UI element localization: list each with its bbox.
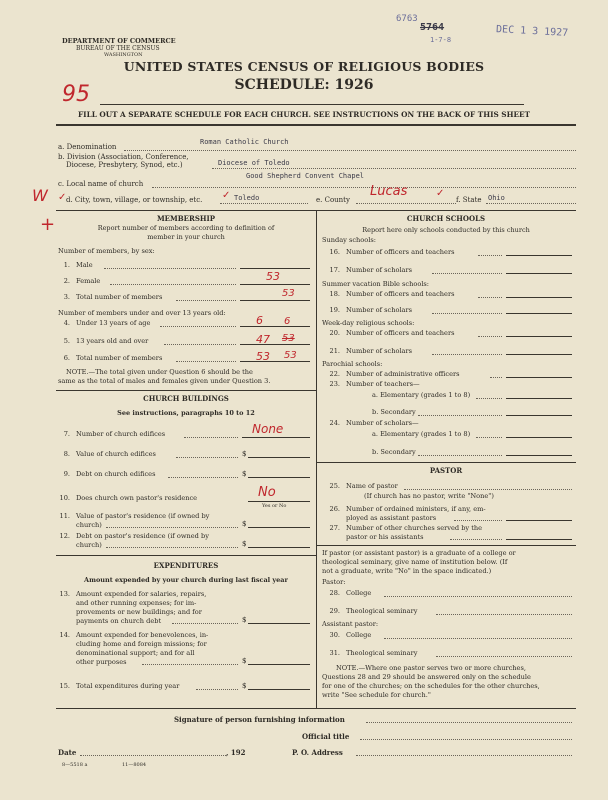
serial-number: 6763 — [396, 14, 418, 24]
q6-value-2: 53 — [284, 350, 297, 361]
local-name-label: c. Local name of church — [58, 180, 144, 188]
pastor-note-4: write "See schedule for church." — [322, 691, 431, 699]
state-label: f. State — [456, 196, 482, 204]
buildings-heading: CHURCH BUILDINGS — [143, 394, 229, 403]
q9-debt-edifices: 9. Debt on church edifices — [63, 470, 156, 478]
city-value: Toledo — [234, 194, 260, 202]
q17-sunday-scholars: 17. Number of scholars — [329, 266, 413, 274]
q11-residence-value: 11. Value of pastor's residence (if owned by — [59, 512, 210, 520]
signature-label: Signature of person furnishing information — [174, 715, 345, 724]
q20-weekday-teachers: 20. Number of officers and teachers — [329, 329, 455, 337]
q24b-secondary: b. Secondary — [372, 448, 416, 456]
expenditures-heading: EXPENDITURES — [153, 561, 219, 570]
buildings-sub: See instructions, paragraphs 10 to 12 — [117, 409, 255, 417]
q7-edifices: 7. Number of church edifices — [63, 430, 166, 438]
q27-other-churches: 27. Number of other churches served by the — [329, 524, 483, 532]
graduate-rule — [316, 545, 576, 546]
summer-label: Summer vacation Bible schools: — [322, 280, 430, 288]
city-label: WASHINGTON — [104, 52, 143, 58]
q14-dollar: $ — [242, 657, 247, 665]
q23-teachers: 23. Number of teachers— — [329, 380, 420, 388]
date-stamp: DEC 1 3 1927 — [495, 24, 569, 39]
date-label: Date — [58, 748, 77, 757]
column-divider — [316, 210, 317, 708]
county-label: e. County — [316, 196, 350, 204]
q15-dollar: $ — [242, 682, 247, 690]
q4-value: 6 — [256, 314, 263, 327]
q5-value: 47 — [256, 333, 270, 346]
graduate-note-3: not a graduate, write "No" in the space indicated.) — [322, 567, 492, 575]
q13-label-4: payments on church debt — [76, 617, 162, 625]
q4-under-13: 4. Under 13 years of age — [63, 319, 151, 327]
county-value: Lucas — [370, 184, 408, 199]
assistant-pastor-label: Assistant pastor: — [322, 620, 379, 628]
pastor-note-3: for one of the churches; on the schedules for the other churches, — [322, 682, 540, 690]
q7-value: None — [252, 422, 284, 436]
membership-sub: Report number of members according to definition of — [97, 224, 275, 232]
membership-heading: MEMBERSHIP — [156, 214, 216, 223]
q23a-elementary: a. Elementary (grades 1 to 8) — [372, 391, 471, 399]
handwritten-check: ✓ — [58, 192, 67, 203]
q13-dollar: $ — [242, 616, 247, 624]
q15-total-expenditures: 15. Total expenditures during year — [59, 682, 180, 690]
graduate-note: If pastor (or assistant pastor) is a graduate of a college or — [322, 549, 516, 557]
q14-label-3: denominational support; and for all — [76, 649, 195, 657]
q28-college: 28. College — [329, 589, 372, 597]
division-value: Diocese of Toledo — [218, 159, 290, 167]
po-address-label: P. O. Address — [292, 748, 343, 757]
q2-value: 53 — [266, 270, 280, 283]
q1-male: 1. Male — [63, 261, 93, 269]
bureau-label: BUREAU OF THE CENSUS — [76, 45, 160, 52]
denomination-label: a. Denomination — [58, 143, 117, 151]
official-title-label: Official title — [302, 732, 350, 741]
form-schedule: SCHEDULE: 1926 — [234, 77, 374, 93]
q4-value-2: 6 — [284, 316, 291, 327]
table-bottom-rule — [56, 708, 576, 709]
q13-running-expenses: 13. Amount expended for salaries, repairs, — [59, 590, 207, 598]
print-number: 11—8084 — [122, 762, 147, 768]
q13-label-2: and other running expenses; for im- — [76, 599, 197, 607]
age-intro-label: Number of members under and over 13 years old: — [58, 309, 226, 317]
q14-benevolences: 14. Amount expended for benevolences, in- — [59, 631, 209, 639]
pastor-top-rule — [316, 462, 576, 463]
instruction-line: FILL OUT A SEPARATE SCHEDULE FOR EACH CHURCH. SEE INSTRUCTIONS ON THE BACK OF THIS SHEET — [77, 110, 531, 119]
q12-residence-debt: 12. Debt on pastor's residence (if owned by — [59, 532, 209, 540]
q30-college: 30. College — [329, 631, 372, 639]
weekday-label: Week-day religious schools: — [322, 319, 415, 327]
q9-dollar: $ — [242, 470, 247, 478]
q10-own-residence: 10. Does church own pastor's residence — [59, 494, 198, 502]
q21-weekday-scholars: 21. Number of scholars — [329, 347, 413, 355]
handwritten-mark: W — [32, 186, 48, 205]
form-number: 8—5518 a — [62, 762, 88, 768]
yes-no-hint: Yes or No — [262, 503, 287, 509]
pastor-label: Pastor: — [322, 578, 346, 586]
q6-total: 6. Total number of members — [63, 354, 163, 362]
q27-label-2: pastor or his assistants — [346, 533, 424, 541]
q5-value-2: 53 — [282, 333, 295, 344]
by-sex-label: Number of members, by sex: — [58, 247, 155, 255]
state-value: Ohio — [488, 194, 505, 202]
q5-13-and-over: 5. 13 years old and over — [63, 337, 149, 345]
q16-sunday-teachers: 16. Number of officers and teachers — [329, 248, 455, 256]
membership-note-2: same as the total of males and females given under Question 3. — [58, 377, 271, 385]
handwritten-check-city: ✓ — [222, 190, 231, 201]
q14-label-2: cluding home and foreign missions; for — [76, 640, 207, 648]
q19-summer-scholars: 19. Number of scholars — [329, 306, 413, 314]
buildings-top-rule — [56, 390, 316, 391]
q29-seminary: 29. Theological seminary — [329, 607, 418, 615]
membership-sub-2: member in your church — [147, 233, 225, 241]
handwritten-plus: + — [40, 214, 56, 235]
q8-value-edifices: 8. Value of church edifices — [63, 450, 156, 458]
struck-serial-number: 5764 — [420, 22, 445, 33]
q14-label-4: other purposes — [76, 658, 127, 666]
instruction-rule — [56, 124, 576, 126]
expenditures-top-rule — [56, 555, 316, 556]
division-label-2: Diocese, Presbytery, Synod, etc.) — [66, 161, 183, 169]
schools-sub: Report here only schools conducted by this church — [362, 226, 530, 234]
q6-value: 53 — [256, 350, 270, 363]
q3-value: 53 — [282, 288, 295, 299]
q8-dollar: $ — [242, 450, 247, 458]
expenditures-sub: Amount expended by your church during last fiscal year — [84, 576, 288, 584]
q11-dollar: $ — [242, 520, 247, 528]
graduate-note-2: theological seminary, give name of institution below. (If — [322, 558, 508, 566]
denomination-value: Roman Catholic Church — [200, 138, 289, 146]
q24a-elementary: a. Elementary (grades 1 to 8) — [372, 430, 471, 438]
q25-note: (If church has no pastor, write "None") — [364, 492, 494, 500]
pastor-heading: PASTOR — [429, 466, 463, 475]
q10-value: No — [258, 485, 276, 500]
q12-label-2: church) — [76, 541, 102, 549]
form-title: UNITED STATES CENSUS OF RELIGIOUS BODIES — [123, 59, 485, 74]
q25-pastor-name: 25. Name of pastor — [329, 482, 398, 490]
department-label: DEPARTMENT OF COMMERCE — [62, 37, 176, 45]
q24-scholars: 24. Number of scholars— — [329, 419, 419, 427]
sunday-label: Sunday schools: — [322, 236, 376, 244]
q26-label-2: ployed as assistant pastors — [346, 514, 437, 522]
local-name-value: Good Shepherd Convent Chapel — [246, 172, 365, 180]
q3-total: 3. Total number of members — [63, 293, 163, 301]
q31-seminary: 31. Theological seminary — [329, 649, 418, 657]
q2-female: 2. Female — [63, 277, 101, 285]
q13-label-3: provements or new buildings; and for — [76, 608, 202, 616]
division-label: b. Division (Association, Conference, — [58, 153, 189, 161]
q23b-secondary: b. Secondary — [372, 408, 416, 416]
handwritten-number: 95 — [62, 82, 90, 107]
q18-summer-teachers: 18. Number of officers and teachers — [329, 290, 455, 298]
batch-code: 1-7-8 — [430, 36, 452, 44]
title-rule — [100, 104, 524, 105]
q12-dollar: $ — [242, 540, 247, 548]
handwritten-check-county: ✓ — [436, 188, 445, 199]
q11-label-2: church) — [76, 521, 102, 529]
parochial-label: Parochial schools: — [322, 360, 383, 368]
pastor-note: NOTE.—Where one pastor serves two or more churches, — [336, 664, 526, 672]
schools-heading: CHURCH SCHOOLS — [406, 214, 486, 223]
q26-assistant-ministers: 26. Number of ordained ministers, if any, em- — [329, 505, 486, 513]
membership-note: NOTE.—The total given under Question 6 should be the — [66, 368, 253, 376]
year-label: , 192 — [226, 748, 246, 757]
city-label: d. City, town, village, or township, etc. — [66, 196, 203, 204]
q22-administrative-officers: 22. Number of administrative officers — [329, 370, 460, 378]
pastor-note-2: Questions 28 and 29 should be answered only on the schedule — [322, 673, 531, 681]
